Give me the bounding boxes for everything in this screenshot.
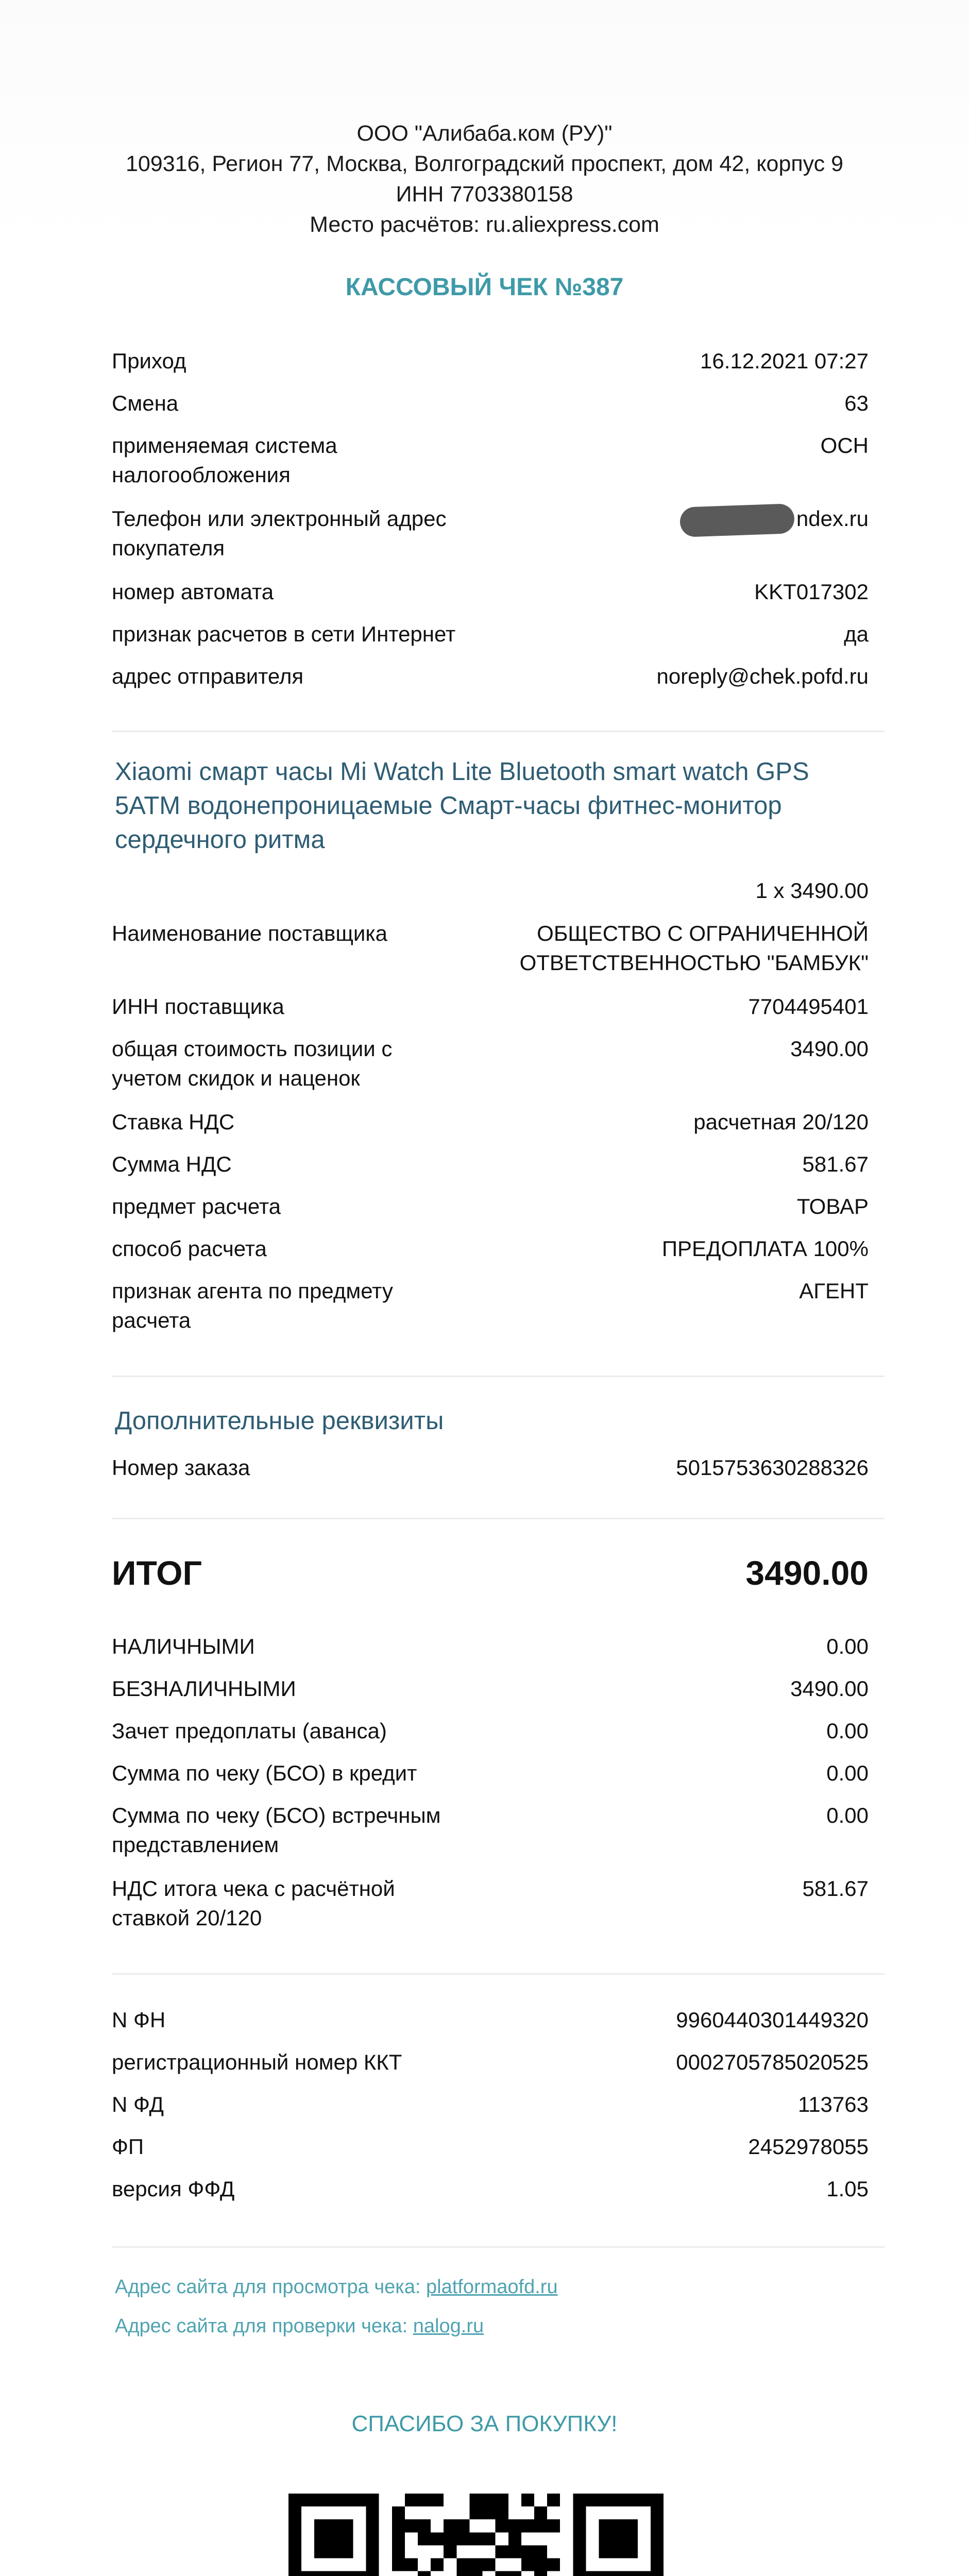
qr-module	[496, 2494, 508, 2506]
item-detail-row	[112, 992, 869, 1021]
company-inn: ИНН 7703380158	[396, 182, 573, 207]
info-label: адрес отправителя	[112, 664, 304, 688]
fiscal-row	[112, 2174, 869, 2204]
qr-module	[483, 2494, 496, 2506]
fiscal-label: регистрационный номер ККТ	[112, 2050, 402, 2074]
payment-label: БЕЗНАЛИЧНЫМИ	[112, 1676, 296, 1701]
divider	[112, 1973, 885, 1975]
payment-row	[112, 1674, 869, 1703]
qr-module	[469, 2532, 482, 2545]
qr-module	[288, 2545, 301, 2558]
qr-module	[431, 2558, 444, 2571]
item-detail-label: ИНН поставщика	[112, 994, 284, 1019]
info-row	[112, 346, 869, 376]
item-detail-value: ТОВАР	[796, 1194, 869, 1218]
qr-module	[418, 2494, 431, 2506]
fiscal-value: 2452978055	[748, 2134, 869, 2159]
qr-module	[612, 2532, 625, 2545]
qr-module	[599, 2519, 611, 2532]
qr-module	[288, 2532, 301, 2545]
payment-value: 0.00	[826, 1803, 869, 1827]
info-label: Приход	[112, 349, 186, 373]
qr-module	[456, 2571, 469, 2576]
qr-module	[366, 2532, 379, 2545]
item-detail-row	[112, 1149, 869, 1179]
item-detail-row	[112, 1034, 869, 1093]
qr-module	[469, 2494, 482, 2506]
item-qty-price: 1 x 3490.00	[755, 878, 869, 903]
qr-module	[327, 2545, 340, 2558]
qr-module	[314, 2494, 327, 2506]
qr-module	[469, 2506, 482, 2519]
qr-module	[651, 2506, 664, 2519]
qr-module	[521, 2558, 534, 2571]
qr-module	[573, 2545, 586, 2558]
fiscal-value: 9960440301449320	[676, 2008, 869, 2032]
qr-module	[573, 2571, 586, 2576]
qr-module	[547, 2519, 560, 2532]
item-name: Xiaomi смарт часы Mi Watch Lite Bluetooth smart watch GPS 5ATM водонепроницаемые Смарт-часы фитнес-монитор сердечного ритма	[115, 758, 809, 854]
payment-label: НАЛИЧНЫМИ	[112, 1634, 255, 1658]
qr-module	[651, 2545, 664, 2558]
qr-module	[469, 2571, 482, 2576]
payment-label: Сумма по чеку (БСО) в кредит	[112, 1761, 417, 1785]
qr-module	[496, 2571, 508, 2576]
qr-module	[314, 2532, 327, 2545]
qr-module	[625, 2571, 638, 2576]
qr-module	[651, 2558, 664, 2571]
info-row	[112, 431, 869, 489]
total-label: ИТОГ	[112, 1554, 202, 1592]
redaction-mark	[679, 503, 795, 537]
qr-module	[405, 2558, 418, 2571]
qr-module	[288, 2506, 301, 2519]
qr-module	[483, 2532, 496, 2545]
fiscal-label: N ФН	[112, 2008, 166, 2032]
qr-module	[625, 2494, 638, 2506]
divider	[112, 1376, 885, 1377]
qr-module	[612, 2494, 625, 2506]
qr-module	[496, 2506, 508, 2519]
fiscal-row	[112, 2090, 869, 2119]
thanks-message: СПАСИБО ЗА ПОКУПКУ!	[351, 2411, 618, 2436]
item-detail-row	[112, 919, 869, 977]
qr-module	[508, 2545, 521, 2558]
qr-module	[547, 2558, 560, 2571]
qr-module	[340, 2494, 353, 2506]
qr-module	[418, 2571, 431, 2576]
qr-module	[327, 2532, 340, 2545]
item-detail-label: признак агента по предмету расчета	[112, 1279, 393, 1332]
fiscal-label: N ФД	[112, 2092, 164, 2116]
fiscal-value: 1.05	[826, 2177, 869, 2201]
qr-module	[418, 2532, 431, 2545]
qr-module	[288, 2494, 301, 2506]
payment-row	[112, 1758, 869, 1788]
qr-module	[612, 2571, 625, 2576]
order-number-row	[112, 1453, 869, 1482]
receipt-title: КАССОВЫЙ ЧЕК №387	[345, 274, 624, 301]
qr-module	[288, 2558, 301, 2571]
buyer-contact-visible: ndex.ru	[796, 506, 869, 531]
qr-module	[638, 2571, 651, 2576]
payment-row	[112, 1716, 869, 1745]
qr-module	[392, 2506, 405, 2519]
payment-value: 3490.00	[790, 1676, 869, 1701]
item-detail-row	[112, 1234, 869, 1263]
item-detail-value: ОБЩЕСТВО С ОГРАНИЧЕННОЙ ОТВЕТСТВЕННОСТЬЮ "БАМБУК"	[519, 921, 869, 975]
qr-module	[366, 2571, 379, 2576]
qr-module	[625, 2532, 638, 2545]
qr-module	[573, 2494, 586, 2506]
item-detail-label: предмет расчета	[112, 1194, 281, 1218]
info-label: Смена	[112, 391, 179, 415]
payment-value: 0.00	[826, 1761, 869, 1785]
payment-label: Зачет предоплаты (аванса)	[112, 1719, 387, 1743]
qr-module	[405, 2494, 418, 2506]
qr-module	[599, 2494, 611, 2506]
info-row	[112, 504, 869, 563]
item-detail-value: 581.67	[802, 1152, 869, 1176]
qr-module	[508, 2571, 521, 2576]
qr-module	[301, 2494, 314, 2506]
fiscal-row	[112, 2047, 869, 2077]
buyer-contact	[680, 504, 869, 535]
item-detail-label: Ставка НДС	[112, 1110, 235, 1134]
qr-module	[599, 2545, 611, 2558]
fiscal-label: ФП	[112, 2134, 144, 2159]
info-label: признак расчетов в сети Интернет	[112, 622, 456, 646]
qr-module	[521, 2545, 534, 2558]
qr-module	[651, 2532, 664, 2545]
qr-module	[586, 2494, 599, 2506]
qr-module	[456, 2532, 469, 2545]
qr-module	[573, 2519, 586, 2532]
qr-module	[314, 2571, 327, 2576]
qr-module	[521, 2494, 534, 2506]
total-value: 3490.00	[745, 1554, 869, 1592]
qr-module	[483, 2506, 496, 2519]
info-value: noreply@chek.pofd.ru	[656, 664, 869, 688]
item-detail-row	[112, 1276, 869, 1335]
qr-module	[521, 2519, 534, 2532]
payment-value: 0.00	[826, 1634, 869, 1658]
qr-module	[366, 2506, 379, 2519]
qr-module	[353, 2571, 366, 2576]
total-row	[112, 1553, 869, 1592]
info-row	[112, 619, 869, 649]
qr-module	[534, 2558, 547, 2571]
qr-module	[327, 2571, 340, 2576]
order-number-value: 5015753630288326	[676, 1455, 869, 1480]
item-detail-value: 7704495401	[748, 994, 869, 1019]
payment-value: 0.00	[826, 1719, 869, 1743]
info-value: да	[844, 622, 869, 646]
qr-module	[444, 2519, 456, 2532]
payment-row	[112, 1874, 869, 1933]
item-detail-label: способ расчета	[112, 1236, 267, 1261]
info-label: Телефон или электронный адрес покупателя	[112, 506, 447, 560]
info-label: номер автомата	[112, 580, 274, 604]
view-receipt-label: Адрес сайта для просмотра чека:	[115, 2276, 421, 2298]
qr-module	[651, 2494, 664, 2506]
settlement-place: Место расчётов: ru.aliexpress.com	[310, 212, 659, 237]
item-detail-value: ПРЕДОПЛАТА 100%	[661, 1236, 869, 1261]
qr-module	[456, 2519, 469, 2532]
fiscal-row	[112, 2005, 869, 2035]
qr-module	[625, 2545, 638, 2558]
divider	[112, 731, 885, 732]
check-receipt-label: Адрес сайта для проверки чека:	[115, 2315, 408, 2337]
item-detail-row	[112, 1192, 869, 1221]
qr-module	[496, 2545, 508, 2558]
qr-module	[431, 2532, 444, 2545]
divider	[112, 2246, 885, 2248]
qr-module	[288, 2571, 301, 2576]
fiscal-value: 113763	[797, 2092, 869, 2116]
qr-module	[508, 2532, 521, 2545]
payment-value: 581.67	[802, 1876, 869, 1901]
item-detail-row	[112, 1107, 869, 1137]
check-receipt-link[interactable]: nalog.ru	[413, 2315, 484, 2337]
check-receipt-line	[115, 2315, 484, 2337]
qr-module	[534, 2571, 547, 2576]
item-detail-value: 3490.00	[790, 1037, 869, 1061]
qr-module	[456, 2558, 469, 2571]
qr-module	[314, 2545, 327, 2558]
qr-module	[573, 2532, 586, 2545]
payment-label: Сумма по чеку (БСО) встречным представлением	[112, 1803, 441, 1857]
item-detail-label: общая стоимость позиции с учетом скидок и наценок	[112, 1037, 393, 1090]
qr-module	[599, 2532, 611, 2545]
item-detail-value: расчетная 20/120	[693, 1110, 869, 1134]
info-row	[112, 577, 869, 606]
qr-module	[625, 2519, 638, 2532]
qr-module	[340, 2571, 353, 2576]
fiscal-label: версия ФФД	[112, 2177, 235, 2201]
info-value: ОСН	[820, 433, 869, 457]
qr-module	[392, 2519, 405, 2532]
qr-module	[366, 2494, 379, 2506]
item-detail-label: Сумма НДС	[112, 1152, 232, 1176]
qr-module	[353, 2494, 366, 2506]
qr-module	[469, 2558, 482, 2571]
qr-module	[586, 2571, 599, 2576]
qr-module	[573, 2558, 586, 2571]
qr-module	[651, 2571, 664, 2576]
qr-module	[444, 2532, 456, 2545]
qr-module	[599, 2571, 611, 2576]
info-row	[112, 662, 869, 691]
company-address: 109316, Регион 77, Москва, Волгоградский проспект, дом 42, корпус 9	[125, 151, 844, 176]
payment-row	[112, 1632, 869, 1661]
qr-module	[612, 2519, 625, 2532]
qr-module	[366, 2519, 379, 2532]
qr-module	[327, 2519, 340, 2532]
qr-module	[327, 2494, 340, 2506]
qr-module	[573, 2506, 586, 2519]
item-detail-label: Наименование поставщика	[112, 921, 388, 945]
qr-code-icon	[288, 2494, 664, 2576]
qr-module	[340, 2545, 353, 2558]
view-receipt-line	[115, 2276, 558, 2298]
info-value: 16.12.2021 07:27	[700, 349, 869, 373]
qr-module	[534, 2506, 547, 2519]
fiscal-row	[112, 2132, 869, 2161]
qr-module	[340, 2519, 353, 2532]
qr-module	[431, 2494, 444, 2506]
qr-module	[288, 2519, 301, 2532]
qr-module	[366, 2545, 379, 2558]
payment-row	[112, 1801, 869, 1859]
seller-header	[0, 118, 969, 240]
info-label: применяемая система налогообложения	[112, 433, 337, 487]
qr-module	[366, 2558, 379, 2571]
qr-module	[547, 2494, 560, 2506]
qr-module	[651, 2519, 664, 2532]
qr-module	[534, 2545, 547, 2558]
additional-requisites-title: Дополнительные реквизиты	[115, 1407, 444, 1435]
order-number-label: Номер заказа	[112, 1455, 250, 1480]
qr-module	[340, 2532, 353, 2545]
qr-module	[508, 2519, 521, 2532]
payment-label: НДС итога чека с расчётной ставкой 20/120	[112, 1876, 395, 1930]
qr-module	[418, 2519, 431, 2532]
info-row	[112, 388, 869, 418]
view-receipt-link[interactable]: platformaofd.ru	[426, 2276, 558, 2298]
qr-module	[534, 2519, 547, 2532]
qr-module	[392, 2545, 405, 2558]
qr-module	[392, 2532, 405, 2545]
qr-module	[314, 2519, 327, 2532]
qr-module	[405, 2519, 418, 2532]
qr-module	[496, 2519, 508, 2532]
qr-module	[638, 2494, 651, 2506]
divider	[112, 1518, 885, 1519]
fiscal-value: 0002705785020525	[676, 2050, 869, 2074]
qr-module	[444, 2545, 456, 2558]
qr-module	[612, 2545, 625, 2558]
info-value: KKT017302	[754, 580, 869, 604]
company-name: ООО "Алибаба.ком (РУ)"	[356, 121, 613, 146]
info-value: 63	[844, 391, 869, 415]
qr-module	[301, 2571, 314, 2576]
qr-module	[483, 2558, 496, 2571]
qr-module	[392, 2558, 405, 2571]
item-detail-value: АГЕНТ	[799, 1279, 869, 1303]
